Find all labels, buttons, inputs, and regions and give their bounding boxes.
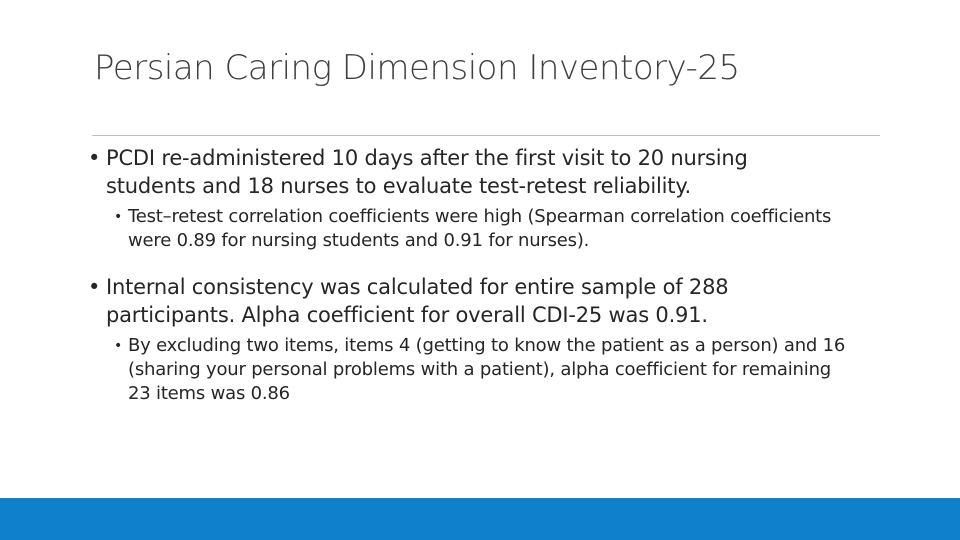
bullet-icon: •: [114, 338, 123, 354]
bullet-internal-consistency: [88, 273, 808, 329]
sub-bullet-correlation: [114, 205, 848, 253]
title-divider: [92, 135, 880, 136]
sub-bullet-text: By excluding two items, items 4 (getting to know the patient as a person) and 16 (sharing your personal problems with a patient), alpha coefficient for remaining 23 items was 0.86: [128, 335, 846, 404]
slide-body: [88, 144, 868, 406]
bullet-text: Internal consistency was calculated for entire sample of 288 participants. Alpha coefficient for overall CDI‑25 was 0.91.: [106, 275, 729, 327]
slide-title: Persian Caring Dimension Inventory-25: [94, 48, 740, 88]
bullet-test-retest: [88, 144, 808, 200]
bullet-icon: •: [114, 209, 123, 225]
sub-bullet-text: Test–retest correlation coefficients were high (Spearman correlation coefficients were 0.89 for nursing students and 0.91 for nurses).: [128, 206, 832, 251]
bullet-icon: •: [88, 275, 101, 299]
bullet-icon: •: [88, 146, 101, 170]
sub-bullet-excluding-items: [114, 334, 848, 406]
bullet-text: PCDI re‑administered 10 days after the first visit to 20 nursing students and 18 nurses to evaluate test-retest reliability.: [106, 146, 748, 198]
footer-accent-bar: [0, 498, 960, 540]
